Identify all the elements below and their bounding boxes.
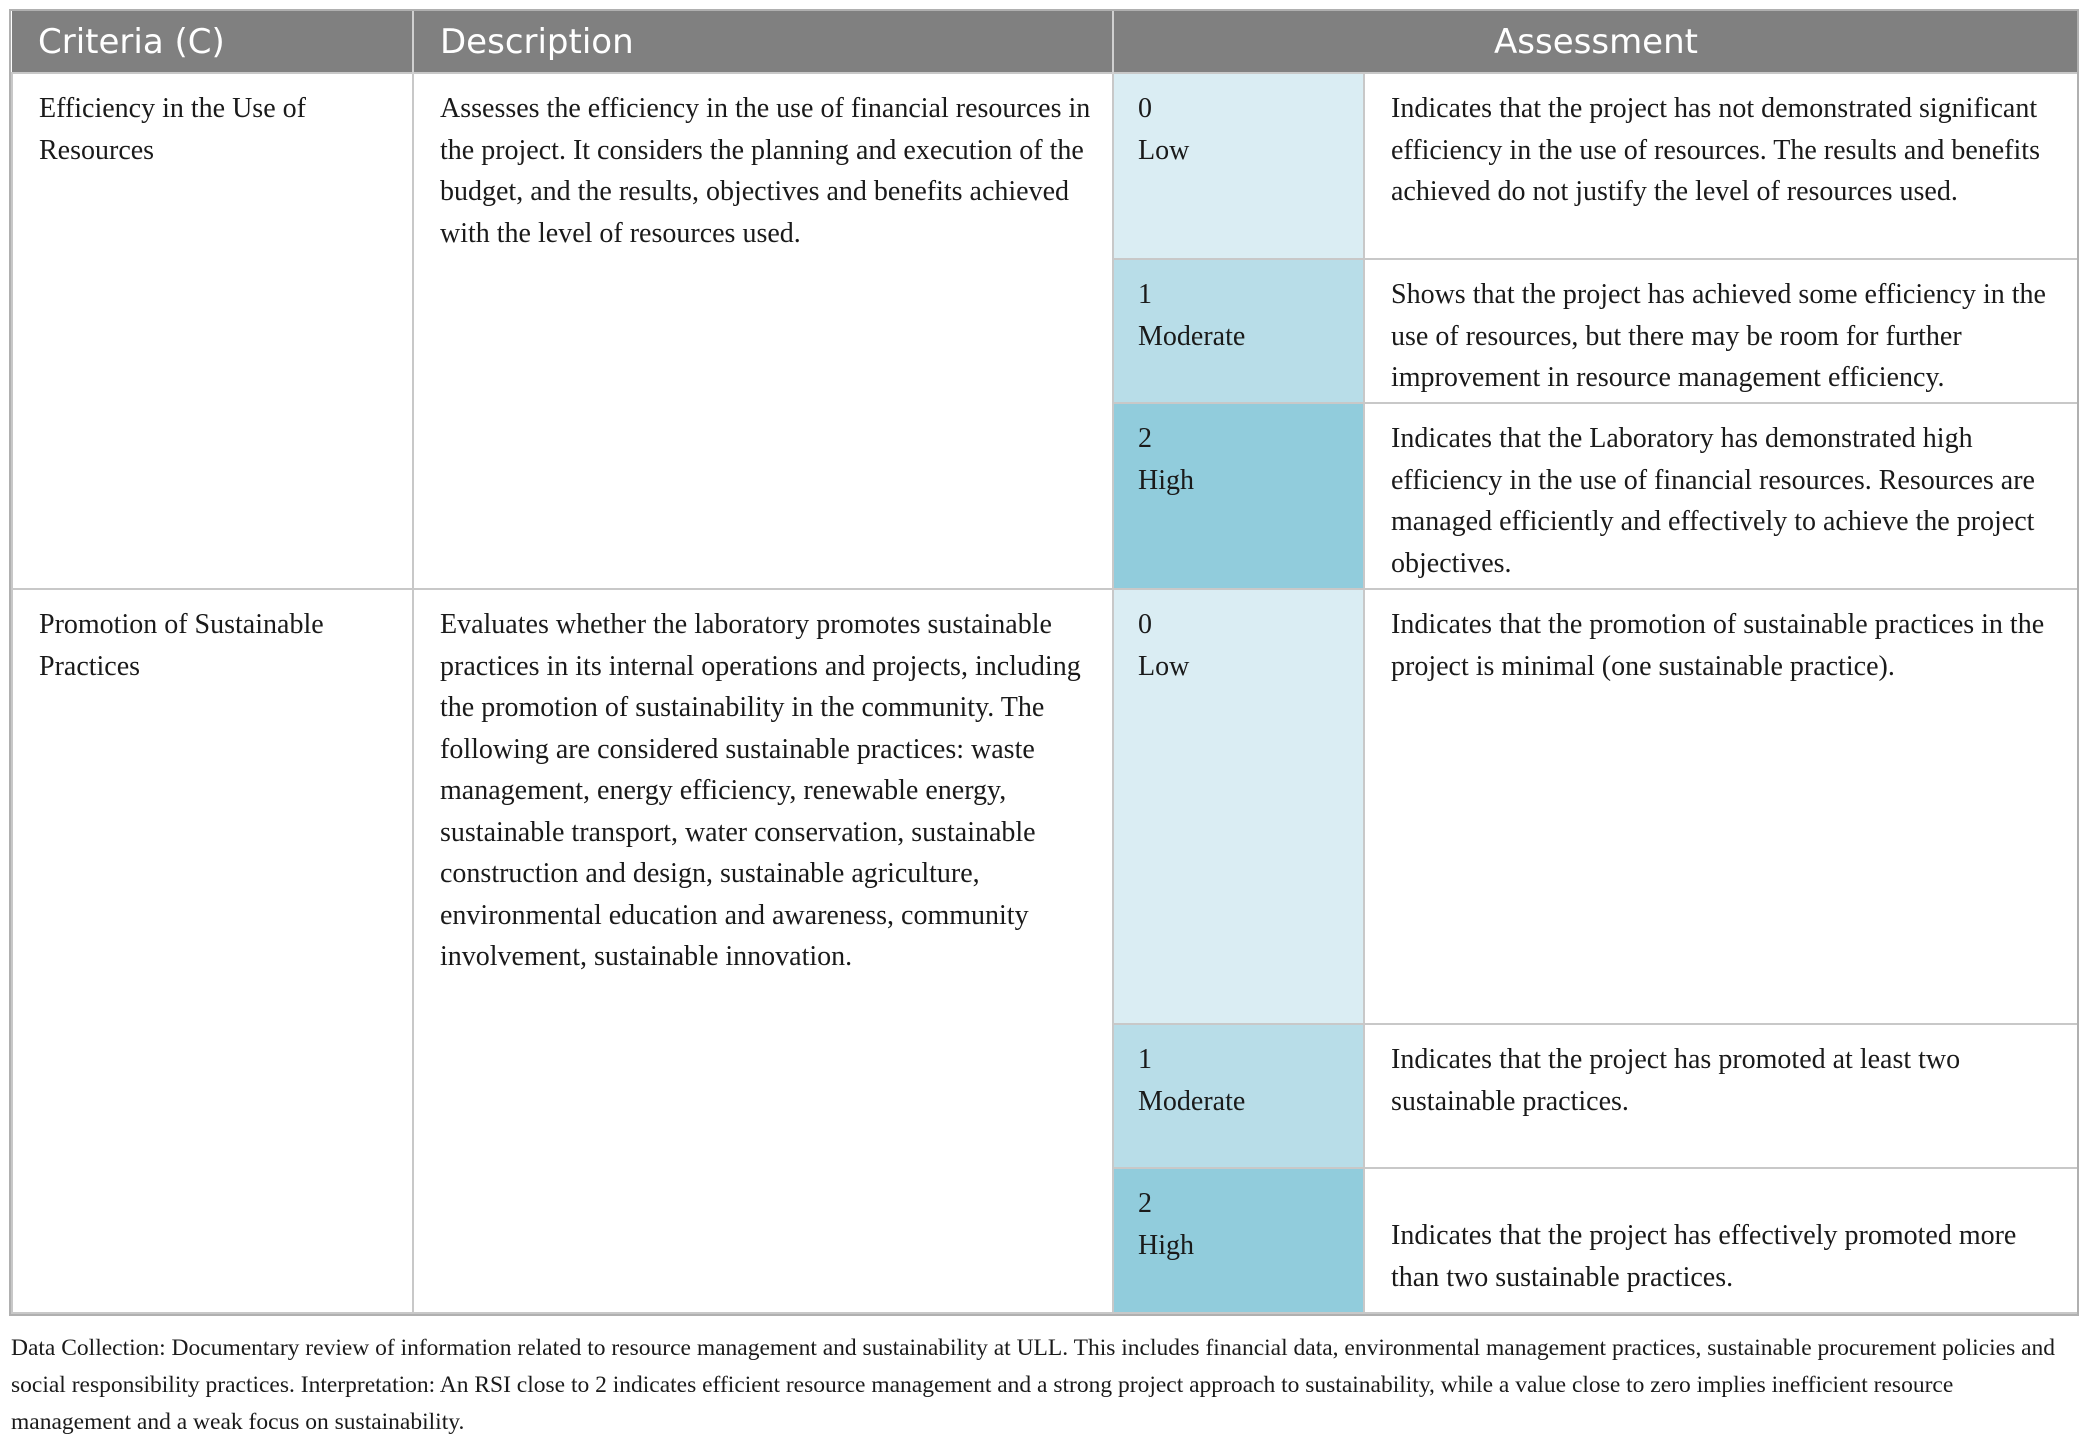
level-text-cell: Indicates that the project has effectively promoted more than two sustainable practices. (1364, 1168, 2078, 1313)
level-score: 1 (1138, 1044, 1152, 1075)
level-label: High (1138, 464, 1194, 496)
level-score: 0 (1138, 609, 1152, 640)
level-label: High (1138, 1229, 1194, 1261)
level-score: 0 (1138, 93, 1152, 124)
criteria-cell: Efficiency in the Use of Resources (12, 73, 413, 589)
level-cell (1113, 73, 1364, 259)
description-cell: Evaluates whether the laboratory promotes sustainable practices in its internal operations and projects, including the promotion of sustainability in the community. The following are considered sustainable practices: waste management, energy efficiency, renewable energy, sustainable transport, water conservation, sustainable construction and design, sustainable agriculture, environmental education and awareness, community involvement, sustainable innovation. (413, 589, 1113, 1313)
table-row (12, 73, 2078, 259)
level-label: Low (1138, 134, 1190, 166)
level-score: 1 (1138, 279, 1152, 310)
level-label: Moderate (1138, 1085, 1246, 1117)
level-cell (1113, 259, 1364, 403)
table-header-row (12, 11, 2078, 73)
description-cell: Assesses the efficiency in the use of financial resources in the project. It considers the planning and execution of the budget, and the results, objectives and benefits achieved with the level of resources used. (413, 73, 1113, 589)
header-description: Description (413, 11, 1113, 73)
level-score: 2 (1138, 1188, 1152, 1219)
table-row (12, 589, 2078, 1024)
level-text-cell: Indicates that the promotion of sustainable practices in the project is minimal (one sustainable practice). (1364, 589, 2078, 1024)
header-criteria: Criteria (C) (12, 11, 413, 73)
level-score: 2 (1138, 423, 1152, 454)
level-text-cell: Shows that the project has achieved some efficiency in the use of resources, but there may be room for further improvement in resource management efficiency. (1364, 259, 2078, 403)
criteria-cell: Promotion of Sustainable Practices (12, 589, 413, 1313)
criteria-table-container (11, 11, 2077, 1314)
level-text-cell: Indicates that the Laboratory has demonstrated high efficiency in the use of financial resources. Resources are managed efficiently and effectively to achieve the project objectives. (1364, 403, 2078, 589)
level-cell (1113, 403, 1364, 589)
level-cell (1113, 589, 1364, 1024)
level-label: Moderate (1138, 320, 1246, 352)
level-text-cell: Indicates that the project has promoted at least two sustainable practices. (1364, 1024, 2078, 1168)
level-cell (1113, 1168, 1364, 1313)
header-assessment: Assessment (1113, 11, 2078, 73)
level-text-cell: Indicates that the project has not demonstrated significant efficiency in the use of resources. The results and benefits achieved do not justify the level of resources used. (1364, 73, 2078, 259)
table-footnote: Data Collection: Documentary review of information related to resource management and sustainability at ULL. This includes financial data, environmental management practices, sustainable procurement policies and social responsibility practices. Interpretation: An RSI close to 2 indicates efficient resource management and a strong project approach to sustainability, while a value close to zero implies inefficient resource management and a weak focus on sustainability. (11, 1335, 2056, 1435)
level-cell (1113, 1024, 1364, 1168)
criteria-table (11, 11, 2079, 1314)
level-label: Low (1138, 650, 1190, 682)
